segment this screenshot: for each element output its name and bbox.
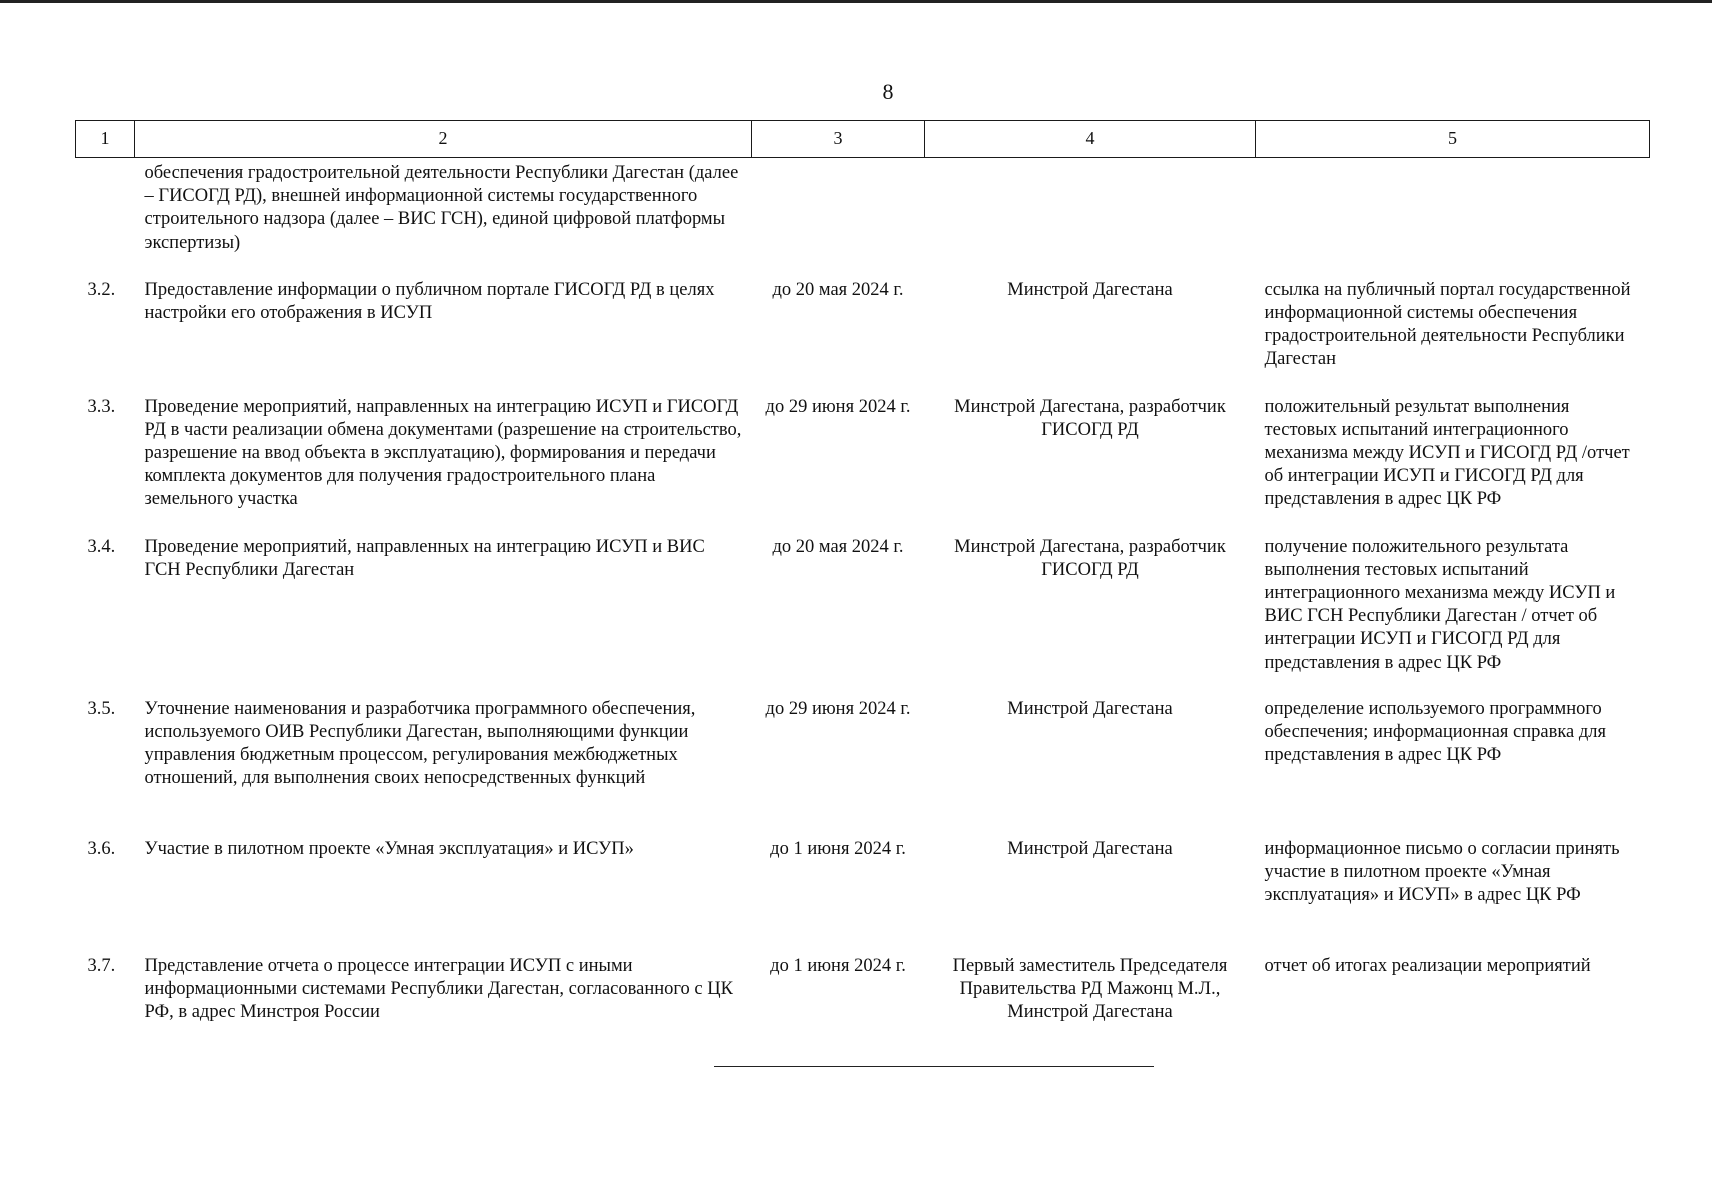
column-number-1: 1: [76, 121, 135, 158]
task-text: Проведение мероприятий, направленных на интеграцию ИСУП и ВИС ГСН Республики Дагестан: [144, 536, 705, 580]
task-text: Уточнение наименования и разработчика программного обеспечения, используемого ОИВ Республики Дагестан, выполняющими функции управления бюджетным процессом, регулирования межбюджетных отношений, для выполнения своих непосредственных функций: [144, 698, 696, 789]
due-date: до 20 мая 2024 г.: [772, 279, 904, 300]
due-date: до 20 мая 2024 г.: [772, 536, 904, 557]
responsible: Минстрой Дагестана: [1007, 698, 1173, 719]
row-number: 3.5.: [87, 698, 116, 719]
task-text: Проведение мероприятий, направленных на интеграцию ИСУП и ГИСОГД РД в части реализации обмена документами (разрешение на строительство, разрешение на ввод объекта в эксплуатацию), формирования и передачи комплекта документов для получения градостроительного плана земельного участка: [144, 396, 742, 510]
task-text: Участие в пилотном проекте «Умная эксплуатация» и ИСУП»: [144, 838, 634, 859]
table-row: [76, 396, 1650, 536]
responsible: Минстрой Дагестана, разработчик ГИСОГД РД: [954, 536, 1226, 580]
task-text: Предоставление информации о публичном портале ГИСОГД РД в целях настройки его отображения в ИСУП: [144, 279, 715, 323]
column-number-3: 3: [752, 121, 925, 158]
page-number: 8: [882, 79, 894, 104]
responsible: Минстрой Дагестана: [1007, 279, 1173, 300]
result: информационное письмо о согласии принять участие в пилотном проекте «Умная эксплуатация» и ИСУП» в адрес ЦК РФ: [1264, 838, 1620, 905]
row-number: 3.2.: [87, 279, 116, 300]
table-row: [76, 838, 1650, 955]
due-date: [752, 158, 925, 279]
result: определение используемого программного обеспечения; информационная справка для представления в адрес ЦК РФ: [1264, 698, 1607, 765]
responsible: Первый заместитель Председателя Правительства РД Мажонц М.Л., Минстрой Дагестана: [952, 955, 1228, 1022]
row-number: 3.3.: [87, 396, 116, 417]
table-row: [76, 536, 1650, 698]
table-row-continuation: [76, 158, 1650, 279]
due-date: до 1 июня 2024 г.: [770, 838, 906, 859]
row-number: 3.4.: [87, 536, 116, 557]
plan-table: [75, 120, 1650, 1035]
responsible: [925, 158, 1256, 279]
task-text: обеспечения градостроительной деятельности Республики Дагестан (далее – ГИСОГД РД), внешней информационной системы государственного строительного надзора (далее – ВИС ГСН), единой цифровой платформы экспертизы): [144, 163, 739, 253]
result: получение положительного результата выполнения тестовых испытаний интеграционного механизма между ИСУП и ВИС ГСН Республики Дагестан / отчет об интеграции ИСУП и ГИСОГД РД для представления в адрес ЦК РФ: [1264, 536, 1616, 673]
column-number-5: 5: [1256, 121, 1650, 158]
due-date: до 29 июня 2024 г.: [765, 396, 911, 417]
row-number: [76, 158, 135, 279]
row-number: 3.7.: [87, 955, 116, 976]
row-number: 3.6.: [87, 838, 116, 859]
column-number-2: 2: [135, 121, 752, 158]
table-row: [76, 698, 1650, 838]
end-of-document-rule: [714, 1066, 1154, 1067]
responsible: Минстрой Дагестана, разработчик ГИСОГД РД: [954, 396, 1226, 440]
result: [1256, 158, 1650, 279]
due-date: до 29 июня 2024 г.: [765, 698, 911, 719]
scan-edge: [0, 0, 1712, 3]
due-date: до 1 июня 2024 г.: [770, 955, 906, 976]
table-row: [76, 279, 1650, 396]
result: положительный результат выполнения тестовых испытаний интеграционного механизма между ИСУП и ГИСОГД РД /отчет об интеграции ИСУП и ГИСОГД РД для представления в адрес ЦК РФ: [1264, 396, 1630, 510]
column-number-4: 4: [925, 121, 1256, 158]
result: отчет об итогах реализации мероприятий: [1264, 955, 1591, 976]
column-number-row: [76, 121, 1650, 158]
task-text: Представление отчета о процессе интеграции ИСУП с иными информационными системами Республики Дагестан, согласованного с ЦК РФ, в адрес Минстроя России: [144, 955, 733, 1022]
table-row: [76, 955, 1650, 1035]
responsible: Минстрой Дагестана: [1007, 838, 1173, 859]
result: ссылка на публичный портал государственной информационной системы обеспечения градостроительной деятельности Республики Дагестан: [1264, 279, 1631, 370]
